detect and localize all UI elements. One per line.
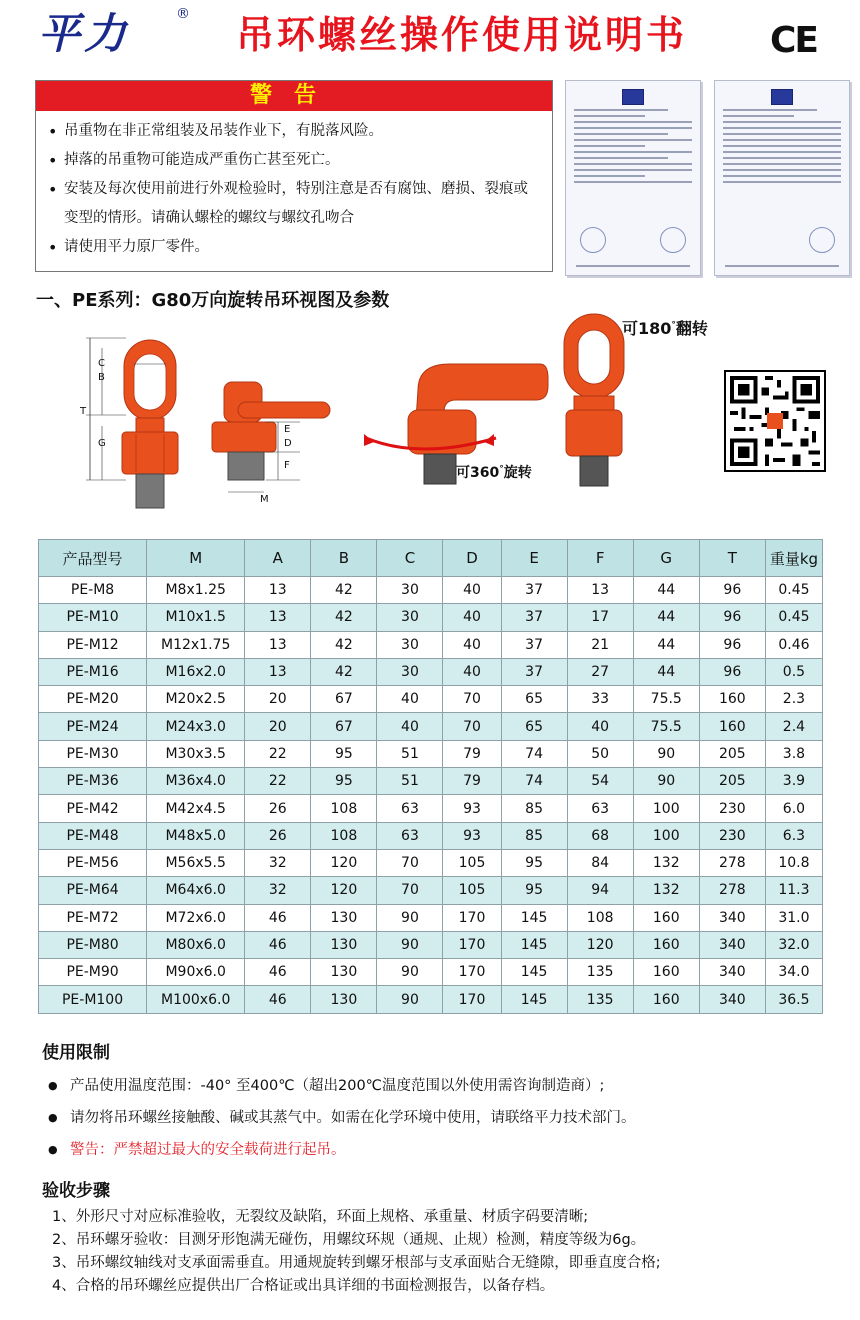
table-cell: 21 <box>567 631 633 658</box>
brand-name: 平力 <box>38 9 131 58</box>
table-cell: 2.4 <box>765 713 822 740</box>
acceptance-step: 4、合格的吊环螺丝应提供出厂合格证或出具详细的书面检测报告，以备存档。 <box>52 1278 555 1294</box>
table-cell: PE-M56 <box>39 849 147 876</box>
table-cell: 36.5 <box>765 986 822 1013</box>
table-row <box>39 577 823 604</box>
table-cell: PE-M36 <box>39 768 147 795</box>
table-cell: 63 <box>567 795 633 822</box>
limit-item: ● 产品使用温度范围：-40° 至400℃（超出200℃温度范围以外使用需咨询制造商）; <box>46 1070 636 1102</box>
table-cell: 50 <box>567 740 633 767</box>
column-header: F <box>567 540 633 577</box>
table-cell: PE-M48 <box>39 822 147 849</box>
table-row <box>39 658 823 685</box>
table-cell: 46 <box>245 986 311 1013</box>
table-cell: 30 <box>377 631 443 658</box>
table-cell: M90x6.0 <box>147 959 245 986</box>
acceptance-step: 1、外形尺寸对应标准验收，无裂纹及缺陷，环面上规格、承重量、材质字码要清晰; <box>52 1209 589 1225</box>
table-cell: 105 <box>443 849 501 876</box>
table-cell: 68 <box>567 822 633 849</box>
acceptance-title: 验收步骤 <box>42 1181 110 1201</box>
limits-title: 使用限制 <box>42 1043 110 1063</box>
table-cell: M100x6.0 <box>147 986 245 1013</box>
table-cell: 108 <box>567 904 633 931</box>
table-cell: 90 <box>377 959 443 986</box>
warning-list <box>36 111 552 262</box>
table-cell: 32.0 <box>765 931 822 958</box>
table-cell: 90 <box>377 986 443 1013</box>
dim-label-c: C <box>98 358 105 369</box>
table-cell: 74 <box>501 768 567 795</box>
seal-icon <box>660 227 686 253</box>
table-cell: PE-M64 <box>39 877 147 904</box>
section-title: 一、PE系列：G80万向旋转吊环视图及参数 <box>36 290 390 311</box>
table-cell: 95 <box>311 768 377 795</box>
table-cell: 13 <box>567 577 633 604</box>
table-cell: 170 <box>443 904 501 931</box>
table-cell: 160 <box>633 931 699 958</box>
table-cell: 120 <box>311 877 377 904</box>
column-header: D <box>443 540 501 577</box>
table-row <box>39 849 823 876</box>
table-cell: PE-M30 <box>39 740 147 767</box>
acceptance-steps-list <box>52 1206 661 1298</box>
table-cell: 130 <box>311 931 377 958</box>
table-cell: 340 <box>699 904 765 931</box>
table-cell: 170 <box>443 959 501 986</box>
table-cell: 108 <box>311 822 377 849</box>
table-cell: 96 <box>699 658 765 685</box>
acceptance-step: 3、吊环螺纹轴线对支承面需垂直。用通规旋转到螺牙根部与支承面贴合无缝隙，即垂直度合格; <box>52 1255 661 1271</box>
table-body <box>39 577 823 1014</box>
warning-item: • 吊重物在非正常组装及吊装作业下，有脱落风险。 <box>46 117 542 146</box>
table-cell: 205 <box>699 740 765 767</box>
table-cell: 33 <box>567 686 633 713</box>
table-cell: 42 <box>311 658 377 685</box>
table-cell: 135 <box>567 959 633 986</box>
table-cell: 79 <box>443 740 501 767</box>
table-row <box>39 904 823 931</box>
table-cell: 0.45 <box>765 577 822 604</box>
table-cell: 31.0 <box>765 904 822 931</box>
table-cell: 37 <box>501 658 567 685</box>
table-cell: M56x5.5 <box>147 849 245 876</box>
table-cell: 145 <box>501 959 567 986</box>
table-cell: M36x4.0 <box>147 768 245 795</box>
table-cell: 37 <box>501 577 567 604</box>
column-header: A <box>245 540 311 577</box>
limit-item: ● 请勿将吊环螺丝接触酸、碱或其蒸气中。如需在化学环境中使用，请联络平力技术部门。 <box>46 1102 636 1134</box>
table-row <box>39 604 823 631</box>
table-cell: M42x4.5 <box>147 795 245 822</box>
warning-item-continued: 变型的情形。请确认螺栓的螺纹与螺纹孔吻合 <box>64 210 354 226</box>
table-cell: 51 <box>377 740 443 767</box>
table-cell: 130 <box>311 904 377 931</box>
seal-icon <box>809 227 835 253</box>
table-cell: 100 <box>633 822 699 849</box>
table-cell: 17 <box>567 604 633 631</box>
table-cell: 170 <box>443 931 501 958</box>
table-cell: 340 <box>699 931 765 958</box>
table-cell: 10.8 <box>765 849 822 876</box>
table-cell: 94 <box>567 877 633 904</box>
table-cell: 3.8 <box>765 740 822 767</box>
table-cell: 70 <box>377 877 443 904</box>
table-cell: 37 <box>501 631 567 658</box>
table-cell: 230 <box>699 822 765 849</box>
table-cell: 135 <box>567 986 633 1013</box>
table-cell: PE-M10 <box>39 604 147 631</box>
table-cell: 132 <box>633 849 699 876</box>
side-view-drawing <box>208 380 332 516</box>
table-cell: 44 <box>633 631 699 658</box>
page-title: 吊环螺丝操作使用说明书 <box>236 13 688 57</box>
front-view-drawing <box>76 318 186 514</box>
dim-label-b: B <box>98 372 105 383</box>
limits-list <box>46 1070 636 1166</box>
warning-box <box>35 80 553 272</box>
table-cell: 44 <box>633 604 699 631</box>
table-row <box>39 986 823 1013</box>
table-cell: 85 <box>501 795 567 822</box>
table-cell: 95 <box>501 877 567 904</box>
table-cell: 65 <box>501 713 567 740</box>
table-cell: 205 <box>699 768 765 795</box>
table-cell: 42 <box>311 577 377 604</box>
table-cell: PE-M80 <box>39 931 147 958</box>
table-cell: 6.3 <box>765 822 822 849</box>
table-cell: 70 <box>443 713 501 740</box>
table-cell: 230 <box>699 795 765 822</box>
table-cell: 42 <box>311 604 377 631</box>
table-cell: M64x6.0 <box>147 877 245 904</box>
table-cell: PE-M90 <box>39 959 147 986</box>
table-cell: 160 <box>633 986 699 1013</box>
eu-flag-icon <box>771 89 793 105</box>
table-cell: 13 <box>245 631 311 658</box>
table-cell: 40 <box>443 631 501 658</box>
table-cell: 46 <box>245 931 311 958</box>
table-cell: 63 <box>377 822 443 849</box>
table-cell: 340 <box>699 959 765 986</box>
table-cell: 51 <box>377 768 443 795</box>
table-cell: 40 <box>443 577 501 604</box>
table-cell: M48x5.0 <box>147 822 245 849</box>
dim-label-d: D <box>284 438 292 449</box>
table-cell: 108 <box>311 795 377 822</box>
table-cell: 0.45 <box>765 604 822 631</box>
table-cell: 32 <box>245 877 311 904</box>
table-cell: M20x2.5 <box>147 686 245 713</box>
table-cell: 40 <box>377 713 443 740</box>
table-cell: 132 <box>633 877 699 904</box>
table-cell: 26 <box>245 822 311 849</box>
table-cell: 6.0 <box>765 795 822 822</box>
table-cell: 85 <box>501 822 567 849</box>
table-cell: 90 <box>377 931 443 958</box>
table-cell: 95 <box>311 740 377 767</box>
table-cell: 278 <box>699 877 765 904</box>
table-cell: 145 <box>501 904 567 931</box>
dim-label-g: G <box>98 438 106 449</box>
eu-flag-icon <box>622 89 644 105</box>
table-cell: 96 <box>699 577 765 604</box>
table-cell: 67 <box>311 686 377 713</box>
table-cell: 79 <box>443 768 501 795</box>
table-row <box>39 686 823 713</box>
column-header: M <box>147 540 245 577</box>
table-cell: 130 <box>311 986 377 1013</box>
seal-icon <box>580 227 606 253</box>
table-cell: 65 <box>501 686 567 713</box>
table-cell: 54 <box>567 768 633 795</box>
table-cell: 90 <box>633 740 699 767</box>
table-cell: M24x3.0 <box>147 713 245 740</box>
table-cell: 160 <box>699 686 765 713</box>
table-cell: 95 <box>501 849 567 876</box>
table-cell: 26 <box>245 795 311 822</box>
table-cell: 22 <box>245 768 311 795</box>
table-cell: 0.5 <box>765 658 822 685</box>
table-cell: 44 <box>633 658 699 685</box>
table-cell: 13 <box>245 577 311 604</box>
table-row <box>39 713 823 740</box>
dim-label-f: F <box>284 460 290 471</box>
flip-180-caption: 可180°翻转 <box>622 319 708 338</box>
table-cell: 96 <box>699 631 765 658</box>
table-cell: 44 <box>633 577 699 604</box>
table-row <box>39 631 823 658</box>
table-cell: 40 <box>567 713 633 740</box>
warning-item: • 安装及每次使用前进行外观检验时，特别注意是否有腐蚀、磨损、裂痕或 <box>46 175 542 204</box>
table-cell: PE-M42 <box>39 795 147 822</box>
table-cell: 84 <box>567 849 633 876</box>
table-cell: 75.5 <box>633 713 699 740</box>
table-row <box>39 877 823 904</box>
table-cell: 120 <box>311 849 377 876</box>
table-cell: M16x2.0 <box>147 658 245 685</box>
table-cell: PE-M12 <box>39 631 147 658</box>
table-cell: PE-M72 <box>39 904 147 931</box>
table-cell: M30x3.5 <box>147 740 245 767</box>
column-header: C <box>377 540 443 577</box>
table-cell: 170 <box>443 986 501 1013</box>
table-cell: 340 <box>699 986 765 1013</box>
table-cell: 32 <box>245 849 311 876</box>
certificate-conformity-image <box>565 80 701 276</box>
table-cell: 160 <box>699 713 765 740</box>
table-cell: PE-M24 <box>39 713 147 740</box>
table-cell: M12x1.75 <box>147 631 245 658</box>
table-cell: M80x6.0 <box>147 931 245 958</box>
column-header: 重量kg <box>765 540 822 577</box>
column-header: E <box>501 540 567 577</box>
table-row <box>39 768 823 795</box>
warning-item: • 请使用平力原厂零件。 <box>46 233 542 262</box>
table-cell: 37 <box>501 604 567 631</box>
table-cell: 130 <box>311 959 377 986</box>
table-cell: 100 <box>633 795 699 822</box>
table-cell: 145 <box>501 986 567 1013</box>
limit-warning-item: ● 警告：严禁超过最大的安全载荷进行起吊。 <box>46 1134 636 1166</box>
table-header-row <box>39 540 823 577</box>
table-cell: 30 <box>377 577 443 604</box>
table-cell: 63 <box>377 795 443 822</box>
dim-label-e: E <box>284 424 291 435</box>
table-row <box>39 740 823 767</box>
table-cell: PE-M100 <box>39 986 147 1013</box>
registered-mark: ® <box>176 6 190 22</box>
acceptance-step: 2、吊环螺牙验收：目测牙形饱满无碰伤，用螺纹环规（通规、止规）检测，精度等级为6g。 <box>52 1232 646 1248</box>
dim-label-t: T <box>80 406 87 417</box>
table-cell: 34.0 <box>765 959 822 986</box>
table-cell: PE-M8 <box>39 577 147 604</box>
table-cell: 13 <box>245 658 311 685</box>
table-cell: 30 <box>377 604 443 631</box>
table-cell: 120 <box>567 931 633 958</box>
table-cell: 46 <box>245 904 311 931</box>
table-cell: M10x1.5 <box>147 604 245 631</box>
warning-heading: 警告 <box>36 81 552 111</box>
column-header: T <box>699 540 765 577</box>
column-header: B <box>311 540 377 577</box>
table-cell: 74 <box>501 740 567 767</box>
table-cell: 70 <box>443 686 501 713</box>
table-cell: 22 <box>245 740 311 767</box>
ce-mark: CE <box>770 20 818 61</box>
table-cell: 90 <box>633 768 699 795</box>
table-cell: 2.3 <box>765 686 822 713</box>
rotate-360-caption: 可360°旋转 <box>456 464 532 481</box>
table-cell: 30 <box>377 658 443 685</box>
dim-label-m: M <box>260 494 269 505</box>
table-cell: PE-M20 <box>39 686 147 713</box>
table-cell: 145 <box>501 931 567 958</box>
table-cell: 90 <box>377 904 443 931</box>
table-row <box>39 959 823 986</box>
table-cell: 13 <box>245 604 311 631</box>
table-cell: 20 <box>245 686 311 713</box>
table-cell: 40 <box>377 686 443 713</box>
column-header: 产品型号 <box>39 540 147 577</box>
table-row <box>39 931 823 958</box>
table-cell: 67 <box>311 713 377 740</box>
table-row <box>39 822 823 849</box>
table-cell: 160 <box>633 959 699 986</box>
table-cell: 93 <box>443 822 501 849</box>
table-cell: 93 <box>443 795 501 822</box>
table-cell: M72x6.0 <box>147 904 245 931</box>
table-cell: 40 <box>443 604 501 631</box>
table-row <box>39 795 823 822</box>
table-cell: PE-M16 <box>39 658 147 685</box>
table-cell: 27 <box>567 658 633 685</box>
table-cell: 160 <box>633 904 699 931</box>
table-cell: 11.3 <box>765 877 822 904</box>
table-cell: 42 <box>311 631 377 658</box>
table-cell: 278 <box>699 849 765 876</box>
table-cell: 70 <box>377 849 443 876</box>
certificate-specification-image <box>714 80 850 276</box>
column-header: G <box>633 540 699 577</box>
table-cell: 105 <box>443 877 501 904</box>
table-cell: 3.9 <box>765 768 822 795</box>
table-cell: 20 <box>245 713 311 740</box>
table-cell: 40 <box>443 658 501 685</box>
table-cell: 75.5 <box>633 686 699 713</box>
table-cell: 46 <box>245 959 311 986</box>
qr-code-image <box>724 370 826 472</box>
spec-table <box>38 539 823 1014</box>
table-cell: 0.46 <box>765 631 822 658</box>
warning-item: • 掉落的吊重物可能造成严重伤亡甚至死亡。 <box>46 146 542 175</box>
table-cell: M8x1.25 <box>147 577 245 604</box>
table-cell: 96 <box>699 604 765 631</box>
